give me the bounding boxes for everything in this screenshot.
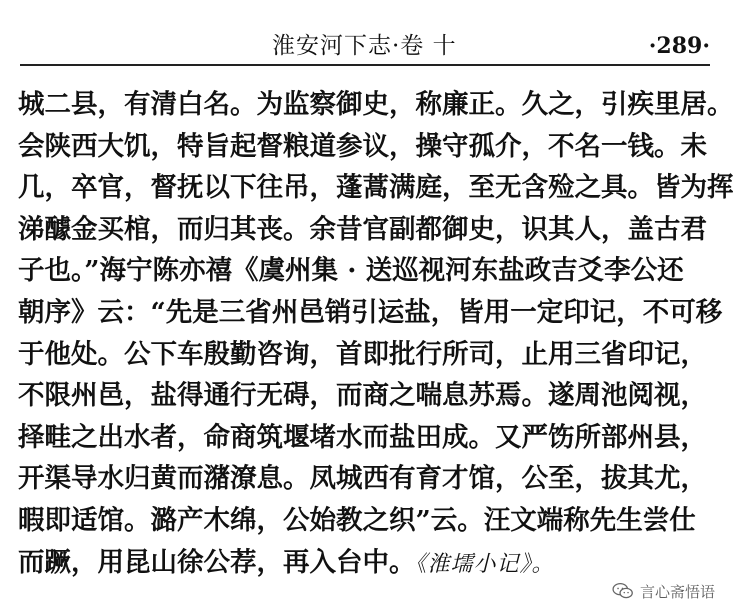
- text-line: 城二县，有清白名。为监察御史，称廉正。久之，引疾里居。: [18, 89, 733, 120]
- text-line: 于他处。公下车殷勤咨询，首即批行所司，止用三省印记，: [18, 338, 707, 370]
- text-line: 朝序》云：“先是三省州邑销引运盐，皆用一定印记，不可移: [18, 296, 723, 328]
- watermark: [606, 576, 719, 606]
- last-line-main: 而蹶，用昆山徐公荐，再入台中。: [18, 546, 416, 578]
- text-line: 涕醵金买棺，而归其丧。余昔官副都御史，识其人，盖古君: [18, 213, 707, 245]
- text-line: 暇即适馆。潞产木绵，公始教之织”云。汪文端称先生尝仕: [18, 504, 696, 536]
- page-number: ·289·: [648, 33, 710, 59]
- watermark-text: 言心斋悟语: [639, 582, 715, 601]
- text-line: 开渠导水归黄而潴潦息。凤城西有育才馆，公至，拔其尤，: [18, 463, 707, 495]
- running-head: [20, 30, 710, 66]
- text-line: 会陕西大饥，特旨起督粮道参议，操守孤介，不名一钱。未: [18, 130, 707, 162]
- text-line: 不限州邑，盐得通行无碍，而商之喘息苏焉。遂周池阅视，: [18, 380, 707, 412]
- text-line: 子也。”海宁陈亦禧《虞州集 · 送巡视河东盐政吉爻李公还: [18, 255, 684, 287]
- running-title: 淮安河下志·卷 十: [272, 33, 457, 59]
- source-note: 《淮壖小记》。: [415, 551, 555, 577]
- text-line: 择畦之出水者，命商筑堰堵水而盐田成。又严饬所部州县，: [18, 421, 707, 453]
- wechat-icon: [612, 582, 634, 600]
- body-text: [18, 84, 733, 583]
- text-line: 几，卒官，督抚以下往吊，蓬蒿满庭，至无含殓之具。皆为挥: [18, 172, 733, 204]
- header-rule: [20, 64, 710, 66]
